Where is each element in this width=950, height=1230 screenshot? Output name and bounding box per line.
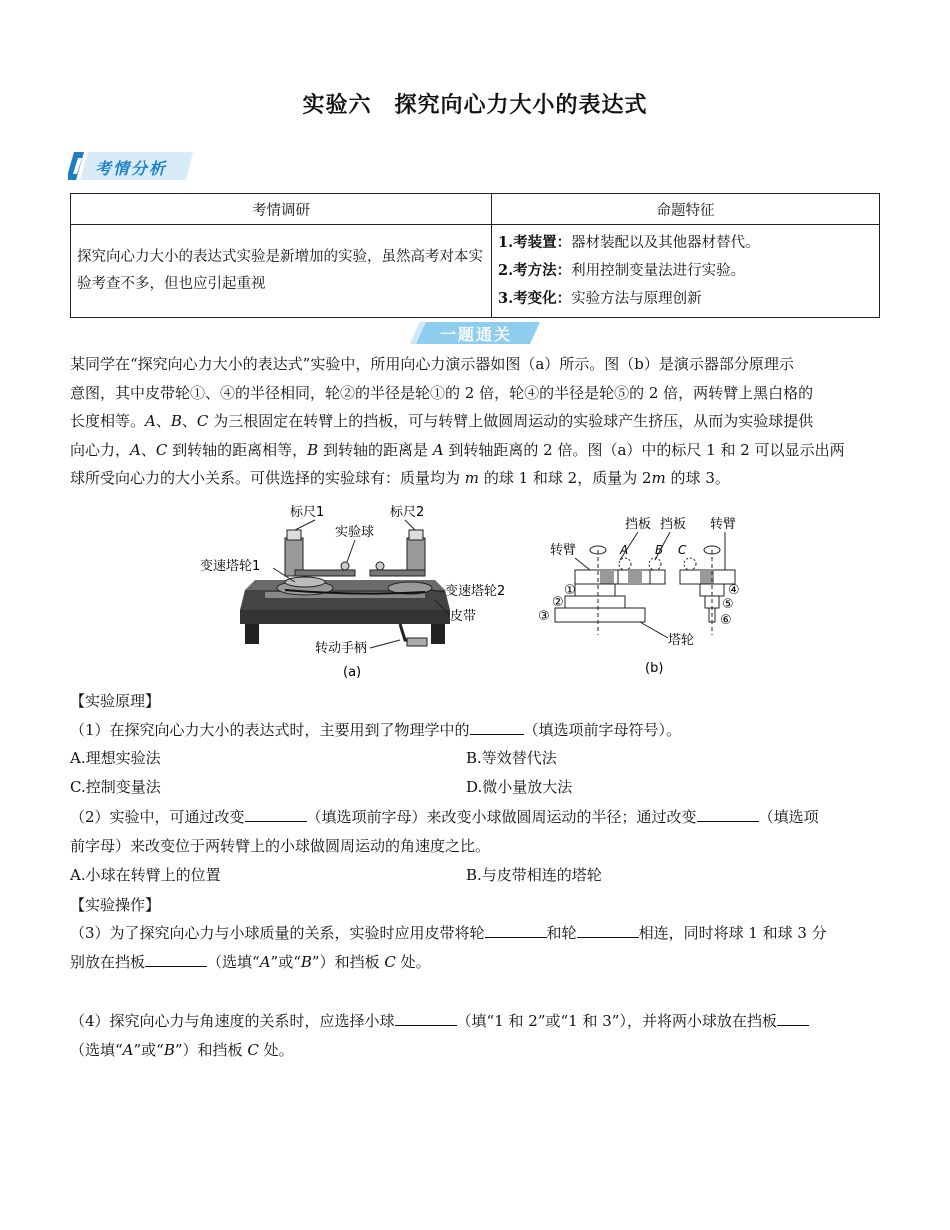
- table-header-research: 考情调研: [71, 194, 492, 225]
- figure-a: [195, 500, 525, 685]
- q1-option-d: D.微小量放大法: [466, 778, 573, 796]
- label-A: A: [620, 543, 629, 557]
- label-wheel1: 变速塔轮1: [200, 559, 261, 574]
- q2-option-b: B.与皮带相连的塔轮: [466, 866, 602, 884]
- label-handle: 转动手柄: [315, 641, 368, 656]
- answer-blank[interactable]: [470, 720, 524, 735]
- answer-blank[interactable]: [697, 807, 759, 822]
- label-circle-2: ②: [552, 595, 564, 610]
- label-arm-right: 转臂: [710, 517, 737, 532]
- label-baffle1: 挡板: [625, 517, 652, 532]
- label-circle-4: ④: [728, 583, 740, 598]
- caption-a: (a): [343, 665, 362, 680]
- feature-item: 3.考变化：实验方法与原理创新: [498, 290, 702, 307]
- answer-blank[interactable]: [485, 923, 547, 938]
- q2-option-a: A.小球在转臂上的位置: [70, 866, 221, 884]
- section-banner: [68, 150, 193, 182]
- feature-item: 1.考装置：器材装配以及其他器材替代。: [498, 234, 760, 251]
- answer-blank[interactable]: [777, 1011, 809, 1026]
- caption-b: (b): [645, 661, 664, 676]
- intro-paragraph: 某同学在“探究向心力大小的表达式”实验中，所用向心力演示器如图（a）所示。图（b）是演示器部分原理示 意图，其中皮带轮①、④的半径相同，轮②的半径是轮①的 2 倍，轮④的半径是轮⑤的 2 倍，两转臂上黑白格的 长度相等。A、B、C 为三根固定在转臂上的挡板，可与转臂上做圆周运动的实验球产生挤压，从而为实验球提供 向心力，A、C 到转轴的距离相等，B 到转轴的距离是 A 到转轴距离的 2 倍。图（a）中的标尺 1 和 2 可以显示出两 球所受向心力的大小关系。可供选择的实验球有：质量均为 m 的球 1 和球 2，质量为 2m 的球 3。: [70, 355, 845, 487]
- label-circle-1: ①: [564, 583, 576, 598]
- research-cell: 探究向心力大小的表达式实验是新增加的实验，虽然高考对本实验考查不多，但也应引起重视: [71, 225, 492, 318]
- label-circle-6: ⑥: [720, 613, 732, 628]
- label-ruler2: 标尺2: [390, 505, 425, 520]
- label-ruler1: 标尺1: [290, 505, 325, 520]
- answer-blank[interactable]: [245, 807, 307, 822]
- feature-item: 2.考方法：利用控制变量法进行实验。: [498, 262, 746, 279]
- practice-banner-title: 一题通关: [440, 325, 513, 344]
- figure-b: [530, 510, 765, 680]
- page-title: 实验六 探究向心力大小的表达式: [302, 93, 648, 118]
- answer-blank[interactable]: [577, 923, 639, 938]
- principle-heading: 【实验原理】: [70, 692, 161, 710]
- label-arm-left: 转臂: [550, 543, 577, 558]
- question-1: （1）在探究向心力大小的表达式时，主要用到了物理学中的 （填选项前字母符号）。: [70, 721, 682, 739]
- label-belt: 皮带: [450, 609, 477, 624]
- banner-title: 考情分析: [95, 159, 168, 178]
- label-wheel2: 变速塔轮2: [445, 584, 506, 599]
- answer-blank[interactable]: [395, 1011, 457, 1026]
- label-circle-3: ③: [538, 609, 550, 624]
- question-4: （4）探究向心力与角速度的关系时，应选择小球 （填“1 和 2”或“1 和 3”），并将两小球放在挡板 （选填“A”或“B”）和挡板 C 处。: [70, 1007, 880, 1064]
- q1-option-a: A.理想实验法: [70, 749, 161, 767]
- features-cell: [492, 225, 880, 318]
- label-baffle2: 挡板: [660, 517, 687, 532]
- q1-option-c: C.控制变量法: [70, 778, 161, 796]
- label-ball: 实验球: [335, 525, 375, 540]
- label-circle-5: ⑤: [722, 597, 734, 612]
- answer-blank[interactable]: [145, 952, 207, 967]
- label-C: C: [678, 543, 687, 557]
- operation-heading: 【实验操作】: [70, 896, 161, 914]
- practice-banner: [410, 322, 540, 344]
- analysis-table: [70, 193, 880, 318]
- question-2: （2）实验中，可通过改变 （填选项前字母）来改变小球做圆周运动的半径；通过改变 （填选项 前字母）来改变位于两转臂上的小球做圆周运动的角速度之比。: [70, 808, 819, 855]
- table-header-features: 命题特征: [492, 194, 880, 225]
- q1-option-b: B.等效替代法: [466, 749, 557, 767]
- label-tower: 塔轮: [668, 633, 695, 648]
- label-B: B: [655, 543, 664, 557]
- question-3: （3）为了探究向心力与小球质量的关系，实验时应用皮带将轮 和轮 相连，同时将球 1 和球 3 分 别放在挡板 （选填“A”或“B”）和挡板 C 处。: [70, 924, 827, 971]
